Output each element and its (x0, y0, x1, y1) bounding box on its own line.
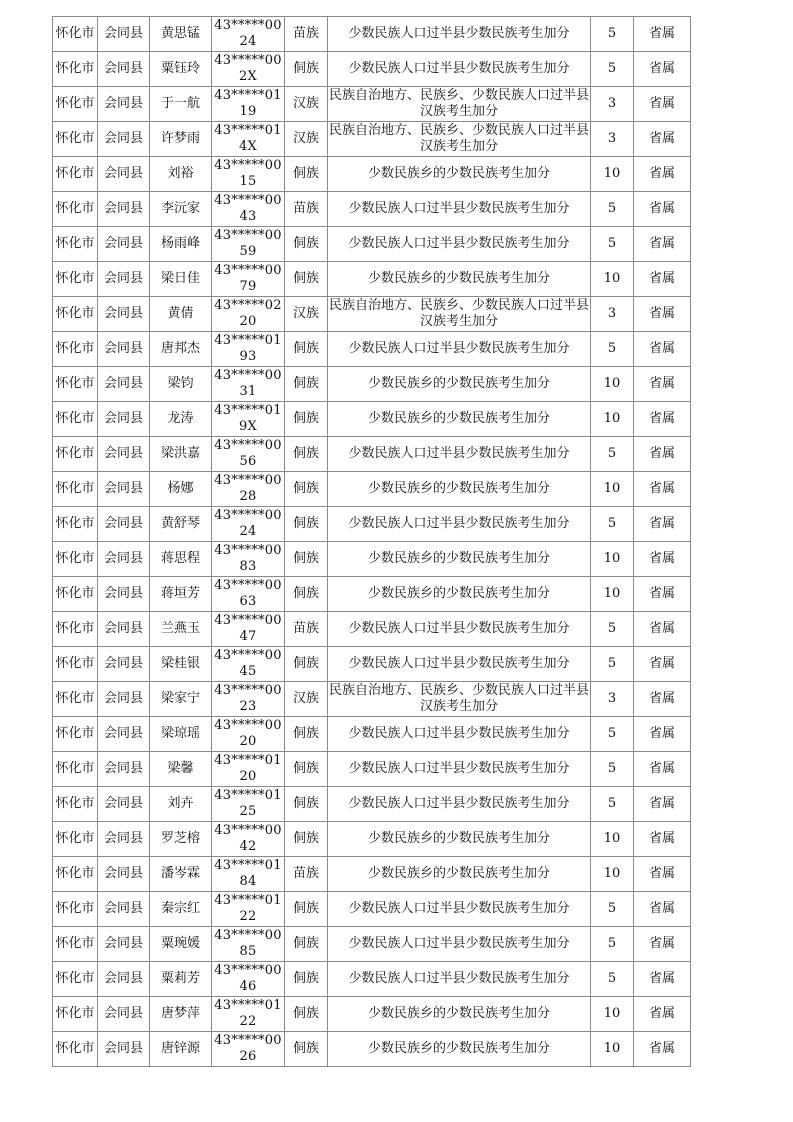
points-cell: 10 (591, 262, 634, 297)
level-cell: 省属 (634, 717, 691, 752)
level-cell: 省属 (634, 822, 691, 857)
city-cell: 怀化市 (53, 87, 98, 122)
table-row (53, 822, 691, 857)
reason-cell: 少数民族人口过半县少数民族考生加分 (328, 437, 591, 472)
ethnicity-cell: 侗族 (285, 997, 328, 1032)
county-cell: 会同县 (98, 227, 150, 262)
name-cell: 蒋思程 (150, 542, 212, 577)
id-number-cell: 43*****0024 (212, 507, 285, 542)
id-number-cell: 43*****0059 (212, 227, 285, 262)
id-number-cell: 43*****0193 (212, 332, 285, 367)
points-cell: 5 (591, 227, 634, 262)
table-row (53, 17, 691, 52)
table-row (53, 997, 691, 1032)
level-cell: 省属 (634, 227, 691, 262)
name-cell: 粟莉芳 (150, 962, 212, 997)
city-cell: 怀化市 (53, 122, 98, 157)
name-cell: 梁馨 (150, 752, 212, 787)
name-cell: 黄思锰 (150, 17, 212, 52)
ethnicity-cell: 侗族 (285, 1032, 328, 1067)
level-cell: 省属 (634, 682, 691, 717)
id-number-cell: 43*****019X (212, 402, 285, 437)
city-cell: 怀化市 (53, 892, 98, 927)
county-cell: 会同县 (98, 17, 150, 52)
ethnicity-cell: 侗族 (285, 157, 328, 192)
points-cell: 10 (591, 857, 634, 892)
city-cell: 怀化市 (53, 297, 98, 332)
reason-cell: 少数民族人口过半县少数民族考生加分 (328, 927, 591, 962)
name-cell: 秦宗红 (150, 892, 212, 927)
id-number-cell: 43*****0122 (212, 997, 285, 1032)
name-cell: 梁钧 (150, 367, 212, 402)
name-cell: 梁家宁 (150, 682, 212, 717)
name-cell: 黄倩 (150, 297, 212, 332)
id-number-cell: 43*****0020 (212, 717, 285, 752)
points-cell: 5 (591, 332, 634, 367)
id-number-cell: 43*****0046 (212, 962, 285, 997)
level-cell: 省属 (634, 507, 691, 542)
ethnicity-cell: 侗族 (285, 752, 328, 787)
table-row (53, 542, 691, 577)
level-cell: 省属 (634, 997, 691, 1032)
county-cell: 会同县 (98, 507, 150, 542)
county-cell: 会同县 (98, 1032, 150, 1067)
table-row (53, 857, 691, 892)
id-number-cell: 43*****0083 (212, 542, 285, 577)
name-cell: 蒋垣芳 (150, 577, 212, 612)
table-body (53, 17, 691, 1067)
points-cell: 5 (591, 962, 634, 997)
level-cell: 省属 (634, 437, 691, 472)
name-cell: 唐锌源 (150, 1032, 212, 1067)
ethnicity-cell: 侗族 (285, 962, 328, 997)
city-cell: 怀化市 (53, 227, 98, 262)
county-cell: 会同县 (98, 752, 150, 787)
level-cell: 省属 (634, 647, 691, 682)
ethnicity-cell: 侗族 (285, 787, 328, 822)
table-row (53, 577, 691, 612)
table-row (53, 612, 691, 647)
points-cell: 5 (591, 612, 634, 647)
county-cell: 会同县 (98, 52, 150, 87)
ethnicity-cell: 侗族 (285, 227, 328, 262)
id-number-cell: 43*****0023 (212, 682, 285, 717)
county-cell: 会同县 (98, 297, 150, 332)
city-cell: 怀化市 (53, 822, 98, 857)
reason-cell: 少数民族乡的少数民族考生加分 (328, 577, 591, 612)
city-cell: 怀化市 (53, 857, 98, 892)
level-cell: 省属 (634, 542, 691, 577)
points-cell: 3 (591, 87, 634, 122)
level-cell: 省属 (634, 857, 691, 892)
city-cell: 怀化市 (53, 787, 98, 822)
county-cell: 会同县 (98, 647, 150, 682)
table-row (53, 52, 691, 87)
points-cell: 10 (591, 472, 634, 507)
level-cell: 省属 (634, 752, 691, 787)
level-cell: 省属 (634, 87, 691, 122)
name-cell: 刘卉 (150, 787, 212, 822)
id-number-cell: 43*****0024 (212, 17, 285, 52)
city-cell: 怀化市 (53, 682, 98, 717)
id-number-cell: 43*****0122 (212, 892, 285, 927)
reason-cell: 少数民族乡的少数民族考生加分 (328, 262, 591, 297)
name-cell: 刘裕 (150, 157, 212, 192)
level-cell: 省属 (634, 787, 691, 822)
points-cell: 3 (591, 122, 634, 157)
city-cell: 怀化市 (53, 437, 98, 472)
name-cell: 梁桂银 (150, 647, 212, 682)
table-row (53, 297, 691, 332)
name-cell: 龙涛 (150, 402, 212, 437)
table-row (53, 332, 691, 367)
reason-cell: 少数民族人口过半县少数民族考生加分 (328, 227, 591, 262)
city-cell: 怀化市 (53, 367, 98, 402)
id-number-cell: 43*****0184 (212, 857, 285, 892)
points-cell: 5 (591, 192, 634, 227)
city-cell: 怀化市 (53, 612, 98, 647)
id-number-cell: 43*****002X (212, 52, 285, 87)
city-cell: 怀化市 (53, 262, 98, 297)
ethnicity-cell: 苗族 (285, 612, 328, 647)
reason-cell: 少数民族人口过半县少数民族考生加分 (328, 612, 591, 647)
id-number-cell: 43*****0042 (212, 822, 285, 857)
points-cell: 5 (591, 52, 634, 87)
reason-cell: 少数民族人口过半县少数民族考生加分 (328, 17, 591, 52)
level-cell: 省属 (634, 262, 691, 297)
table-row (53, 892, 691, 927)
city-cell: 怀化市 (53, 332, 98, 367)
reason-cell: 少数民族乡的少数民族考生加分 (328, 1032, 591, 1067)
points-cell: 5 (591, 927, 634, 962)
table-row (53, 227, 691, 262)
points-cell: 5 (591, 17, 634, 52)
city-cell: 怀化市 (53, 1032, 98, 1067)
county-cell: 会同县 (98, 192, 150, 227)
level-cell: 省属 (634, 402, 691, 437)
id-number-cell: 43*****0047 (212, 612, 285, 647)
points-cell: 10 (591, 577, 634, 612)
ethnicity-cell: 苗族 (285, 857, 328, 892)
name-cell: 黄舒琴 (150, 507, 212, 542)
city-cell: 怀化市 (53, 717, 98, 752)
county-cell: 会同县 (98, 262, 150, 297)
ethnicity-cell: 侗族 (285, 472, 328, 507)
county-cell: 会同县 (98, 402, 150, 437)
county-cell: 会同县 (98, 87, 150, 122)
reason-cell: 少数民族乡的少数民族考生加分 (328, 472, 591, 507)
ethnicity-cell: 侗族 (285, 717, 328, 752)
city-cell: 怀化市 (53, 157, 98, 192)
points-cell: 5 (591, 717, 634, 752)
level-cell: 省属 (634, 1032, 691, 1067)
ethnicity-cell: 苗族 (285, 192, 328, 227)
reason-cell: 少数民族人口过半县少数民族考生加分 (328, 892, 591, 927)
table-row (53, 682, 691, 717)
ethnicity-cell: 侗族 (285, 892, 328, 927)
id-number-cell: 43*****0120 (212, 752, 285, 787)
id-number-cell: 43*****0045 (212, 647, 285, 682)
name-cell: 唐梦萍 (150, 997, 212, 1032)
table-row (53, 507, 691, 542)
points-cell: 10 (591, 157, 634, 192)
reason-cell: 少数民族乡的少数民族考生加分 (328, 157, 591, 192)
id-number-cell: 43*****0220 (212, 297, 285, 332)
level-cell: 省属 (634, 17, 691, 52)
name-cell: 粟钰玲 (150, 52, 212, 87)
county-cell: 会同县 (98, 962, 150, 997)
id-number-cell: 43*****0079 (212, 262, 285, 297)
reason-cell: 少数民族乡的少数民族考生加分 (328, 822, 591, 857)
level-cell: 省属 (634, 157, 691, 192)
city-cell: 怀化市 (53, 472, 98, 507)
points-cell: 10 (591, 822, 634, 857)
name-cell: 李沅家 (150, 192, 212, 227)
ethnicity-cell: 侗族 (285, 437, 328, 472)
ethnicity-cell: 汉族 (285, 297, 328, 332)
level-cell: 省属 (634, 892, 691, 927)
level-cell: 省属 (634, 297, 691, 332)
county-cell: 会同县 (98, 787, 150, 822)
county-cell: 会同县 (98, 332, 150, 367)
reason-cell: 少数民族人口过半县少数民族考生加分 (328, 717, 591, 752)
table-row (53, 122, 691, 157)
id-number-cell: 43*****0015 (212, 157, 285, 192)
reason-cell: 少数民族人口过半县少数民族考生加分 (328, 787, 591, 822)
bonus-points-table (52, 16, 691, 1067)
county-cell: 会同县 (98, 717, 150, 752)
level-cell: 省属 (634, 367, 691, 402)
reason-cell: 少数民族乡的少数民族考生加分 (328, 857, 591, 892)
ethnicity-cell: 侗族 (285, 542, 328, 577)
city-cell: 怀化市 (53, 927, 98, 962)
name-cell: 兰燕玉 (150, 612, 212, 647)
table-row (53, 787, 691, 822)
id-number-cell: 43*****0031 (212, 367, 285, 402)
points-cell: 10 (591, 542, 634, 577)
name-cell: 罗芝榕 (150, 822, 212, 857)
table-row (53, 367, 691, 402)
name-cell: 许梦雨 (150, 122, 212, 157)
table-row (53, 437, 691, 472)
city-cell: 怀化市 (53, 17, 98, 52)
points-cell: 5 (591, 752, 634, 787)
points-cell: 10 (591, 367, 634, 402)
county-cell: 会同县 (98, 612, 150, 647)
name-cell: 梁琼瑶 (150, 717, 212, 752)
points-cell: 3 (591, 682, 634, 717)
name-cell: 梁日佳 (150, 262, 212, 297)
county-cell: 会同县 (98, 472, 150, 507)
ethnicity-cell: 侗族 (285, 367, 328, 402)
county-cell: 会同县 (98, 682, 150, 717)
table-row (53, 962, 691, 997)
level-cell: 省属 (634, 962, 691, 997)
county-cell: 会同县 (98, 367, 150, 402)
level-cell: 省属 (634, 52, 691, 87)
name-cell: 潘岑霖 (150, 857, 212, 892)
name-cell: 杨雨峰 (150, 227, 212, 262)
table-row (53, 402, 691, 437)
id-number-cell: 43*****0056 (212, 437, 285, 472)
reason-cell: 少数民族人口过半县少数民族考生加分 (328, 647, 591, 682)
level-cell: 省属 (634, 577, 691, 612)
level-cell: 省属 (634, 192, 691, 227)
reason-cell: 民族自治地方、民族乡、少数民族人口过半县汉族考生加分 (328, 297, 591, 332)
ethnicity-cell: 汉族 (285, 682, 328, 717)
table-row (53, 192, 691, 227)
table-row (53, 647, 691, 682)
id-number-cell: 43*****014X (212, 122, 285, 157)
ethnicity-cell: 苗族 (285, 17, 328, 52)
city-cell: 怀化市 (53, 647, 98, 682)
ethnicity-cell: 侗族 (285, 927, 328, 962)
reason-cell: 民族自治地方、民族乡、少数民族人口过半县汉族考生加分 (328, 122, 591, 157)
table-row (53, 927, 691, 962)
city-cell: 怀化市 (53, 402, 98, 437)
county-cell: 会同县 (98, 997, 150, 1032)
name-cell: 梁洪嘉 (150, 437, 212, 472)
id-number-cell: 43*****0119 (212, 87, 285, 122)
table-row (53, 157, 691, 192)
points-cell: 5 (591, 892, 634, 927)
ethnicity-cell: 侗族 (285, 52, 328, 87)
name-cell: 唐邦杰 (150, 332, 212, 367)
points-cell: 5 (591, 437, 634, 472)
city-cell: 怀化市 (53, 997, 98, 1032)
id-number-cell: 43*****0043 (212, 192, 285, 227)
points-cell: 10 (591, 402, 634, 437)
id-number-cell: 43*****0028 (212, 472, 285, 507)
city-cell: 怀化市 (53, 962, 98, 997)
county-cell: 会同县 (98, 157, 150, 192)
reason-cell: 少数民族人口过半县少数民族考生加分 (328, 52, 591, 87)
county-cell: 会同县 (98, 892, 150, 927)
county-cell: 会同县 (98, 542, 150, 577)
points-cell: 3 (591, 297, 634, 332)
ethnicity-cell: 汉族 (285, 87, 328, 122)
reason-cell: 少数民族人口过半县少数民族考生加分 (328, 192, 591, 227)
reason-cell: 民族自治地方、民族乡、少数民族人口过半县汉族考生加分 (328, 87, 591, 122)
reason-cell: 少数民族人口过半县少数民族考生加分 (328, 507, 591, 542)
table-row (53, 1032, 691, 1067)
county-cell: 会同县 (98, 927, 150, 962)
id-number-cell: 43*****0026 (212, 1032, 285, 1067)
city-cell: 怀化市 (53, 52, 98, 87)
points-cell: 5 (591, 647, 634, 682)
city-cell: 怀化市 (53, 192, 98, 227)
county-cell: 会同县 (98, 822, 150, 857)
level-cell: 省属 (634, 927, 691, 962)
city-cell: 怀化市 (53, 542, 98, 577)
city-cell: 怀化市 (53, 752, 98, 787)
level-cell: 省属 (634, 612, 691, 647)
county-cell: 会同县 (98, 122, 150, 157)
table-row (53, 87, 691, 122)
reason-cell: 少数民族乡的少数民族考生加分 (328, 402, 591, 437)
level-cell: 省属 (634, 472, 691, 507)
points-cell: 10 (591, 997, 634, 1032)
name-cell: 粟琬媛 (150, 927, 212, 962)
city-cell: 怀化市 (53, 577, 98, 612)
county-cell: 会同县 (98, 577, 150, 612)
reason-cell: 少数民族乡的少数民族考生加分 (328, 997, 591, 1032)
ethnicity-cell: 侗族 (285, 647, 328, 682)
city-cell: 怀化市 (53, 507, 98, 542)
id-number-cell: 43*****0063 (212, 577, 285, 612)
points-cell: 5 (591, 787, 634, 822)
reason-cell: 少数民族乡的少数民族考生加分 (328, 367, 591, 402)
table-row (53, 752, 691, 787)
ethnicity-cell: 侗族 (285, 332, 328, 367)
reason-cell: 民族自治地方、民族乡、少数民族人口过半县汉族考生加分 (328, 682, 591, 717)
name-cell: 于一航 (150, 87, 212, 122)
county-cell: 会同县 (98, 857, 150, 892)
ethnicity-cell: 汉族 (285, 122, 328, 157)
ethnicity-cell: 侗族 (285, 402, 328, 437)
county-cell: 会同县 (98, 437, 150, 472)
reason-cell: 少数民族乡的少数民族考生加分 (328, 542, 591, 577)
level-cell: 省属 (634, 122, 691, 157)
ethnicity-cell: 侗族 (285, 577, 328, 612)
reason-cell: 少数民族人口过半县少数民族考生加分 (328, 962, 591, 997)
name-cell: 杨娜 (150, 472, 212, 507)
id-number-cell: 43*****0085 (212, 927, 285, 962)
id-number-cell: 43*****0125 (212, 787, 285, 822)
ethnicity-cell: 侗族 (285, 262, 328, 297)
reason-cell: 少数民族人口过半县少数民族考生加分 (328, 332, 591, 367)
table-row (53, 472, 691, 507)
points-cell: 5 (591, 507, 634, 542)
table-row (53, 717, 691, 752)
points-cell: 10 (591, 1032, 634, 1067)
level-cell: 省属 (634, 332, 691, 367)
reason-cell: 少数民族人口过半县少数民族考生加分 (328, 752, 591, 787)
ethnicity-cell: 侗族 (285, 822, 328, 857)
table-row (53, 262, 691, 297)
ethnicity-cell: 侗族 (285, 507, 328, 542)
